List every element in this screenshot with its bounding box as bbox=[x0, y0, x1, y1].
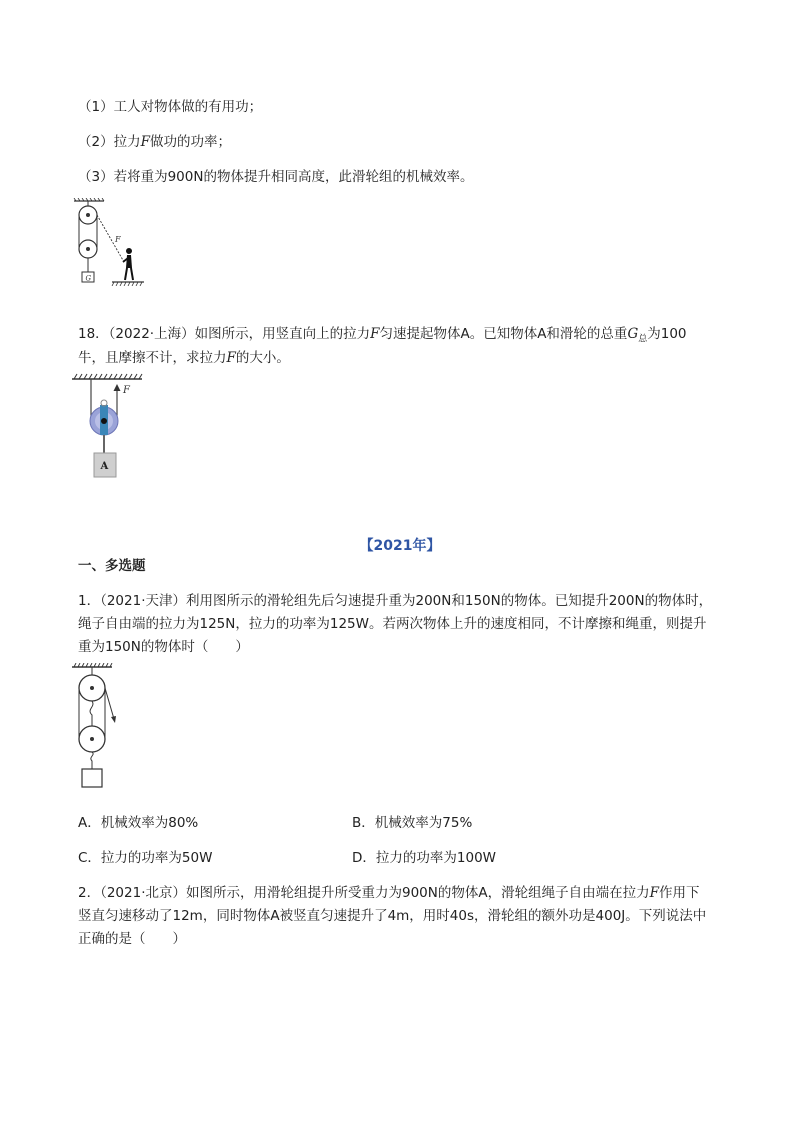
year-header: 【2021年】 bbox=[359, 538, 441, 554]
option-d[interactable]: D．拉力的功率为100W bbox=[352, 850, 497, 866]
option-c[interactable]: C．拉力的功率为50W bbox=[78, 850, 213, 866]
q17-part2: （2）拉力F做功的功率； bbox=[78, 134, 231, 150]
q17-part1: （1）工人对物体做的有用功； bbox=[78, 99, 263, 115]
q18-line2: 牛，且摩擦不计，求拉力F的大小。 bbox=[78, 350, 290, 366]
q1-pulley-figure bbox=[72, 663, 122, 791]
option-b[interactable]: B．机械效率为75% bbox=[352, 815, 473, 831]
q2-line1: 2．（2021·北京）如图所示，用滑轮组提升所受重力为900N的物体A，滑轮组绳子自由端在拉力F作用下 bbox=[78, 885, 700, 901]
q17-part3: （3）若将重为900N的物体提升相同高度，此滑轮组的机械效率。 bbox=[78, 169, 474, 185]
block-label: A bbox=[100, 461, 109, 472]
weight-label: G bbox=[85, 274, 92, 283]
q18-pulley-figure bbox=[72, 373, 144, 479]
section-title: 一、多选题 bbox=[78, 558, 146, 574]
q1-line1: 1．（2021·天津）利用图所示的滑轮组先后匀速提升重为200N和150N的物体。已知提升200N的物体时， bbox=[78, 593, 713, 609]
option-a[interactable]: A．机械效率为80% bbox=[78, 815, 199, 831]
q1-line3: 重为150N的物体时（ ） bbox=[78, 639, 249, 655]
force-label: F bbox=[115, 235, 121, 244]
q18-line1: 18．（2022·上海）如图所示，用竖直向上的拉力F匀速提起物体A。已知物体A和滑轮的总重$G_总$为100 bbox=[78, 326, 687, 345]
q1-line2: 绳子自由端的拉力为125N，拉力的功率为125W。若两次物体上升的速度相同，不计摩擦和绳重，则提升 bbox=[78, 616, 707, 632]
q2-line2: 竖直匀速移动了12m，同时物体A被竖直匀速提升了4m，用时40s，滑轮组的额外功是400J。下列说法中 bbox=[78, 908, 707, 924]
q17-pulley-worker-figure bbox=[72, 198, 146, 286]
force-variable: F bbox=[140, 134, 150, 150]
force-label: F bbox=[123, 385, 130, 396]
q2-line3: 正确的是（ ） bbox=[78, 931, 186, 947]
